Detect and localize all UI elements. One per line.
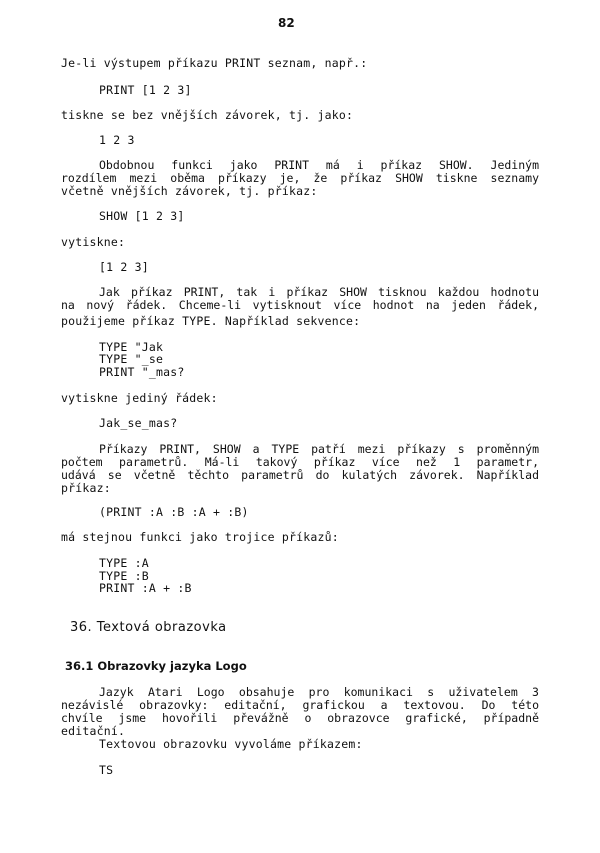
paragraph-line: příkaz:: [61, 481, 111, 495]
paragraph-line: Jazyk Atari Logo obsahuje pro komunikaci s uživatelem 3: [99, 685, 539, 699]
paragraph-line: Obdobnou funkci jako PRINT má i příkaz SHOW. Jediným: [99, 158, 539, 172]
paragraph-line: na nový řádek. Chceme-li vytisknout více hodnot na jeden řádek,: [61, 298, 539, 312]
paragraph-line: Příkazy PRINT, SHOW a TYPE patří mezi příkazy s proměnným: [99, 442, 539, 456]
code-line: TYPE :A: [99, 556, 149, 570]
code-line: SHOW [1 2 3]: [99, 209, 185, 223]
text-line: vytiskne jediný řádek:: [61, 391, 218, 405]
paragraph-line: chvíle jsme hovořili převážně o obrazovce grafické, případně: [61, 711, 539, 725]
code-line: PRINT :A + :B: [99, 581, 192, 595]
code-line: Jak_se_mas?: [99, 416, 178, 430]
page-number: 82: [278, 16, 295, 30]
paragraph-line: udává se včetně těchto parametrů do kulatých závorek. Například: [61, 468, 539, 482]
code-line: (PRINT :A :B :A + :B): [99, 505, 249, 519]
code-line: PRINT "_mas?: [99, 365, 185, 379]
code-line: PRINT [1 2 3]: [99, 83, 192, 97]
code-line: TS: [99, 763, 114, 777]
code-line: [1 2 3]: [99, 260, 149, 274]
code-line: 1 2 3: [99, 133, 135, 147]
paragraph-line: použijeme příkaz TYPE. Například sekvence:: [61, 314, 361, 328]
paragraph-line: včetně vnějších závorek, tj. příkaz:: [61, 184, 318, 198]
text-line: tiskne se bez vnějších závorek, tj. jako:: [61, 108, 354, 122]
paragraph-line: Textovou obrazovku vyvoláme příkazem:: [99, 737, 363, 751]
code-line: TYPE "_se: [99, 352, 164, 366]
text-line: vytiskne:: [61, 235, 126, 249]
subsection-heading: 36.1 Obrazovky jazyka Logo: [65, 659, 247, 673]
text-line: má stejnou funkci jako trojice příkazů:: [61, 530, 339, 544]
code-line: TYPE "Jak: [99, 340, 164, 354]
paragraph-line: rozdílem mezi oběma příkazy je, že příkaz SHOW tiskne seznamy: [61, 171, 539, 185]
paragraph-line: Jak příkaz PRINT, tak i příkaz SHOW tisknou každou hodnotu: [99, 285, 539, 299]
paragraph-line: počtem parametrů. Má-li takový příkaz více než 1 parametr,: [61, 455, 539, 469]
section-heading: 36. Textová obrazovka: [70, 620, 227, 635]
paragraph-line: editační.: [61, 724, 126, 738]
text-line: Je-li výstupem příkazu PRINT seznam, např.:: [61, 56, 368, 70]
code-line: TYPE :B: [99, 569, 149, 583]
paragraph-line: nezávislé obrazovky: editační, grafickou a textovou. Do této: [61, 698, 539, 712]
